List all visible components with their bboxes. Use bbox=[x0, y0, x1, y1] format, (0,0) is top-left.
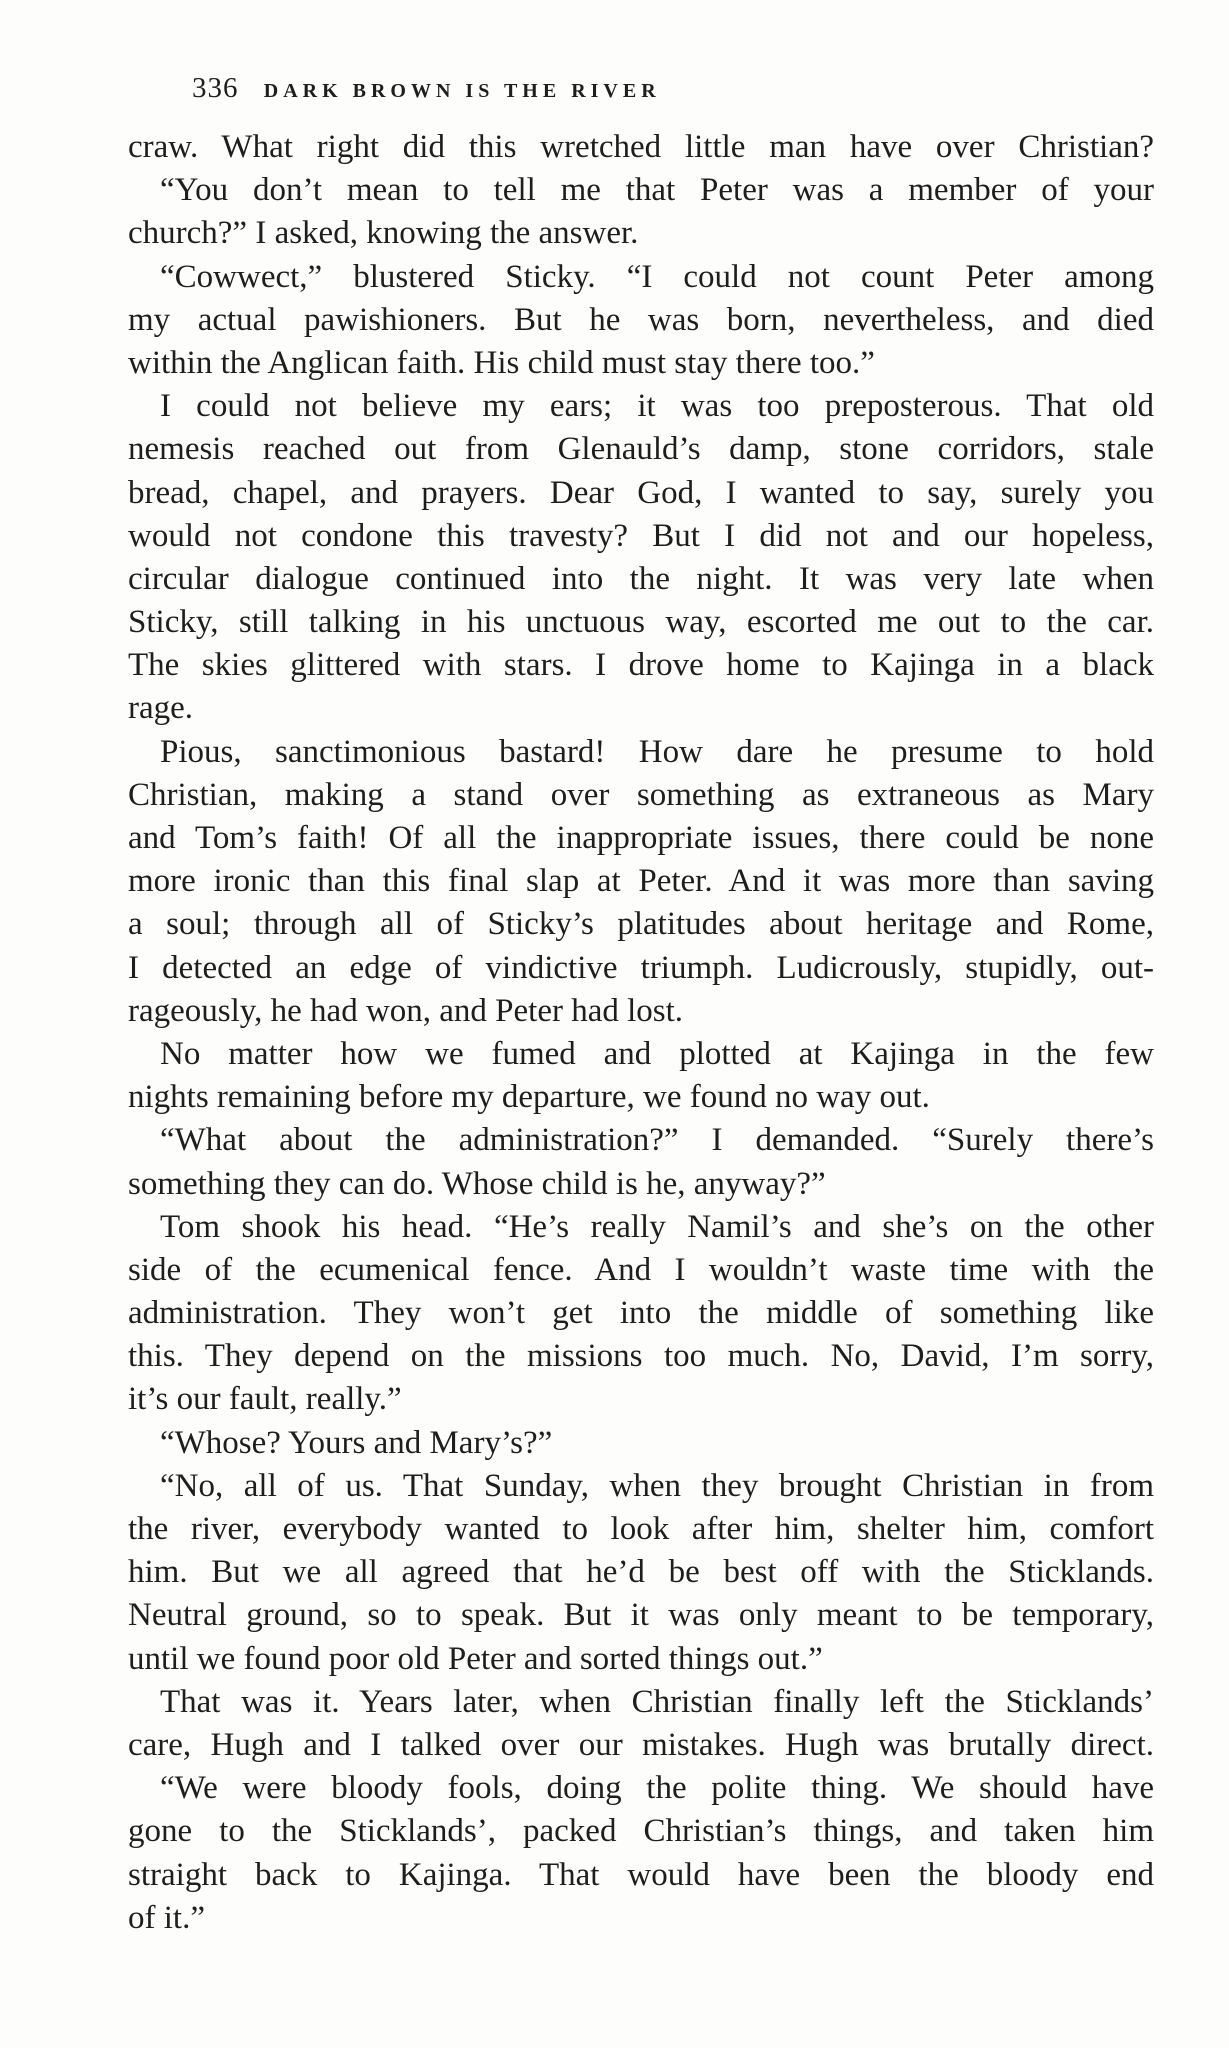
text-line: No matter how we fumed and plotted at Kajinga in the few bbox=[160, 1035, 1154, 1072]
text-line: it’s our fault, really.” bbox=[128, 1381, 402, 1418]
text-line: craw. What right did this wretched little man have over Christian? bbox=[128, 129, 1154, 165]
text-line: of it.” bbox=[128, 1899, 205, 1936]
text-line: him. But we all agreed that he’d be best off with the Sticklands. bbox=[128, 1554, 1154, 1591]
text-line: side of the ecumenical fence. And I wouldn’t waste time with the bbox=[128, 1251, 1154, 1288]
text-line: circular dialogue continued into the night. It was very late when bbox=[128, 560, 1154, 597]
text-line: care, Hugh and I talked over our mistakes. Hugh was brutally direct. bbox=[128, 1726, 1154, 1763]
text-line: nights remaining before my departure, we found no way out. bbox=[128, 1079, 930, 1116]
text-line: administration. They won’t get into the middle of something like bbox=[128, 1295, 1154, 1332]
running-head bbox=[192, 70, 661, 109]
text-line: gone to the Sticklands’, packed Christian’s things, and taken him bbox=[128, 1813, 1154, 1850]
text-line: more ironic than this final slap at Peter. And it was more than saving bbox=[128, 863, 1154, 900]
text-line: “We were bloody fools, doing the polite thing. We should have bbox=[160, 1770, 1154, 1807]
text-line: would not condone this travesty? But I did not and our hopeless, bbox=[128, 517, 1154, 554]
text-line: rageously, he had won, and Peter had lost. bbox=[128, 992, 684, 1029]
text-line: “Cowwect,” blustered Sticky. “I could not count Peter among bbox=[160, 258, 1154, 295]
text-line: within the Anglican faith. His child must stay there too.” bbox=[128, 344, 875, 381]
body-text bbox=[128, 126, 1154, 1940]
text-line: That was it. Years later, when Christian finally left the Sticklands’ bbox=[160, 1683, 1154, 1720]
text-line: “You don’t mean to tell me that Peter was a member of your bbox=[160, 172, 1154, 209]
text-line: nemesis reached out from Glenauld’s damp, stone corridors, stale bbox=[128, 431, 1154, 468]
text-line: Sticky, still talking in his unctuous way, escorted me out to the car. bbox=[128, 604, 1154, 641]
book-title: DARK BROWN IS THE RIVER bbox=[263, 80, 661, 102]
text-line: something they can do. Whose child is he, anyway?” bbox=[128, 1165, 826, 1202]
text-line: The skies glittered with stars. I drove home to Kajinga in a black bbox=[128, 647, 1154, 684]
text-line: a soul; through all of Sticky’s platitudes about heritage and Rome, bbox=[128, 906, 1154, 943]
text-line: Tom shook his head. “He’s really Namil’s and she’s on the other bbox=[160, 1208, 1154, 1245]
text-line: until we found poor old Peter and sorted things out.” bbox=[128, 1640, 823, 1677]
text-line: “Whose? Yours and Mary’s?” bbox=[160, 1424, 553, 1461]
text-line: I detected an edge of vindictive triumph. Ludicrously, stupidly, out- bbox=[128, 949, 1154, 986]
text-line: Christian, making a stand over something as extraneous as Mary bbox=[128, 776, 1154, 813]
text-line: church?” I asked, knowing the answer. bbox=[128, 215, 639, 252]
text-line: bread, chapel, and prayers. Dear God, I wanted to say, surely you bbox=[128, 474, 1154, 511]
text-line: straight back to Kajinga. That would have been the bloody end bbox=[128, 1856, 1154, 1893]
text-line: “No, all of us. That Sunday, when they brought Christian in from bbox=[160, 1467, 1154, 1504]
text-line: and Tom’s faith! Of all the inappropriate issues, there could be none bbox=[128, 820, 1154, 856]
text-line: my actual pawishioners. But he was born, nevertheless, and died bbox=[128, 301, 1154, 338]
text-line: Pious, sanctimonious bastard! How dare he presume to hold bbox=[160, 733, 1154, 770]
text-line: the river, everybody wanted to look after him, shelter him, comfort bbox=[128, 1511, 1154, 1547]
text-line: I could not believe my ears; it was too preposterous. That old bbox=[160, 388, 1154, 425]
text-line: Neutral ground, so to speak. But it was only meant to be temporary, bbox=[128, 1597, 1154, 1634]
text-line: “What about the administration?” I demanded. “Surely there’s bbox=[160, 1122, 1154, 1159]
page-number: 336 bbox=[192, 72, 239, 104]
text-line: this. They depend on the missions too much. No, David, I’m sorry, bbox=[128, 1338, 1154, 1375]
text-line: rage. bbox=[128, 690, 194, 727]
